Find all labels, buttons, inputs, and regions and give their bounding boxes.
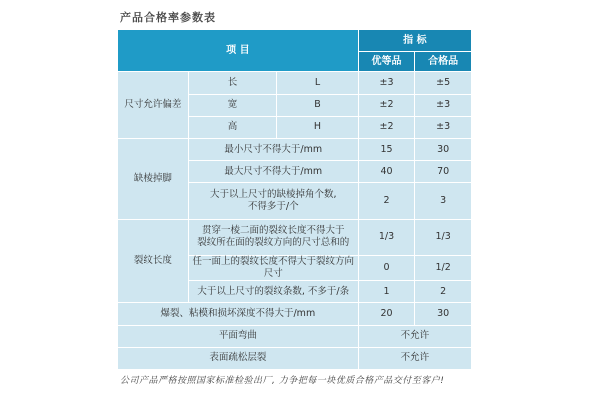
crack-superior: 1 <box>358 281 415 303</box>
dim-superior: ±2 <box>358 116 415 138</box>
dim-symbol: H <box>277 116 358 138</box>
crack-qualified: 1/3 <box>415 219 472 255</box>
flat-bend-value: 不允许 <box>358 325 471 347</box>
dim-qualified: ±3 <box>415 94 472 116</box>
header-qualified: 合格品 <box>415 52 472 72</box>
edge-desc: 最小尺寸不得大于/mm <box>188 138 358 160</box>
table-row <box>118 72 472 94</box>
edge-desc-line1: 大于以上尺寸的缺棱掉角个数, <box>209 188 337 200</box>
header-row <box>118 30 472 52</box>
crack-qualified: 1/2 <box>415 255 472 280</box>
group-edge-defects: 缺棱掉脚 <box>118 138 189 219</box>
edge-qualified: 70 <box>415 161 472 183</box>
edge-qualified: 30 <box>415 138 472 160</box>
burst-qualified: 30 <box>415 303 472 325</box>
table-row <box>118 219 472 255</box>
edge-desc: 最大尺寸不得大于/mm <box>188 161 358 183</box>
crack-desc-line1: 贯穿一棱二面的裂纹长度不得大于 <box>201 225 345 237</box>
footnote: 公司产品严格按照国家标准检验出厂, 力争把每一块优质合格产品交付至客户! <box>120 376 445 386</box>
table-row <box>118 138 472 160</box>
dim-name: 长 <box>188 72 277 94</box>
dim-name: 高 <box>188 116 277 138</box>
group-cracks: 裂纹长度 <box>118 219 189 303</box>
crack-desc <box>188 219 358 255</box>
crack-desc: 任一面上的裂纹长度不得大于裂纹方向尺寸 <box>188 255 358 280</box>
header-item: 项 目 <box>118 30 359 72</box>
surface-desc: 表面疏松层裂 <box>118 347 359 369</box>
crack-desc: 大于以上尺寸的裂纹条数, 不多于/条 <box>188 281 358 303</box>
table-row <box>118 347 472 369</box>
edge-superior: 2 <box>358 183 415 219</box>
spec-table <box>117 29 472 370</box>
dim-qualified: ±3 <box>415 116 472 138</box>
header-indicator: 指 标 <box>358 30 471 52</box>
burst-superior: 20 <box>358 303 415 325</box>
edge-superior: 40 <box>358 161 415 183</box>
group-dimension: 尺寸允许偏差 <box>118 72 189 139</box>
edge-desc <box>188 183 358 219</box>
dim-superior: ±3 <box>358 72 415 94</box>
flat-bend-desc: 平面弯曲 <box>118 325 359 347</box>
crack-superior: 0 <box>358 255 415 280</box>
edge-superior: 15 <box>358 138 415 160</box>
burst-desc: 爆裂、粘模和损坏深度不得大于/mm <box>118 303 359 325</box>
header-superior: 优等品 <box>358 52 415 72</box>
crack-qualified: 2 <box>415 281 472 303</box>
crack-superior: 1/3 <box>358 219 415 255</box>
page-title: 产品合格率参数表 <box>120 11 216 24</box>
table-row <box>118 325 472 347</box>
table-row <box>118 303 472 325</box>
dim-symbol: L <box>277 72 358 94</box>
edge-qualified: 3 <box>415 183 472 219</box>
surface-value: 不允许 <box>358 347 471 369</box>
dim-qualified: ±5 <box>415 72 472 94</box>
dim-superior: ±2 <box>358 94 415 116</box>
edge-desc-line2: 不得多于/个 <box>247 200 299 212</box>
dim-name: 宽 <box>188 94 277 116</box>
crack-desc-line2: 裂纹所在面的裂纹方向的尺寸总和的 <box>197 237 350 249</box>
dim-symbol: B <box>277 94 358 116</box>
